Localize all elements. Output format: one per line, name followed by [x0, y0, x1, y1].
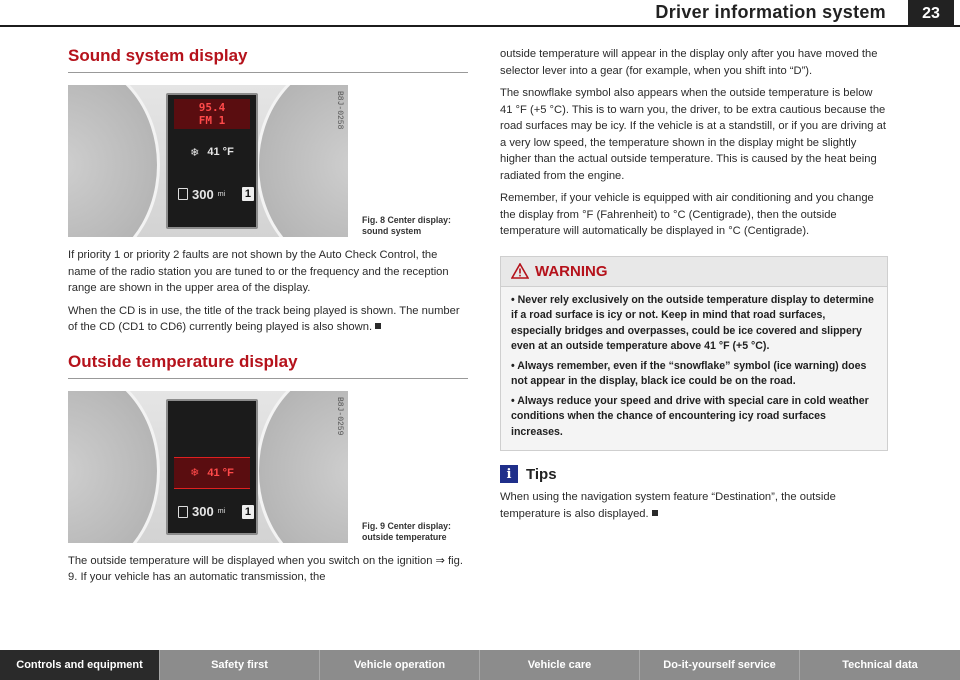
tab-safety-first[interactable]: Safety first [160, 650, 320, 680]
left-gauge [68, 391, 160, 543]
snowflake-icon: ❄ [190, 146, 200, 159]
temperature-value: 41 °F [207, 146, 234, 158]
sound-paragraph-1: If priority 1 or priority 2 faults are not shown by the Auto Check Control, the name of the radio station you are tuned to or the frequency and the reception range are shown in the upper area of the display. [68, 249, 449, 294]
info-icon: i [500, 465, 518, 483]
range-value: 300 [192, 504, 214, 519]
sound-paragraph-2 [68, 303, 468, 336]
range-readout [174, 497, 250, 527]
temperature-value: 41 °F [207, 466, 234, 479]
right-column [500, 46, 888, 528]
chapter-nav [0, 650, 960, 680]
gear-indicator: 1 [242, 187, 254, 201]
tips-text: When using the navigation system feature “Destination”, the outside temperature is also displayed. [500, 491, 836, 520]
tab-controls-and-equipment[interactable]: Controls and equipment [0, 650, 160, 680]
page-header-title: Driver information system [655, 2, 886, 22]
right-paragraph-3: Remember, if your vehicle is equipped with air conditioning and you change the display from °F (Fahrenheit) to °C (Centigrade), then the outside temperature will automatically be displayed in °C (Centigrade). [500, 192, 874, 237]
fuel-pump-icon [178, 188, 188, 200]
snowflake-icon: ❄ [190, 467, 200, 479]
figure-9-caption [362, 521, 468, 543]
warning-box [500, 256, 888, 452]
warning-item: • Always reduce your speed and drive with special care in cold weather conditions when the chance of encountering icy road surfaces increases. [511, 394, 869, 438]
range-readout [174, 179, 250, 209]
end-of-section-icon [652, 510, 658, 516]
outside-paragraph: The outside temperature will be displayed when you switch on the ignition ⇒ fig. 9. If your vehicle has an automatic transmission, the [68, 554, 463, 583]
warning-item: • Always remember, even if the “snowflake” symbol (ice warning) does not appear in the display, black ice could be on the road. [511, 359, 867, 387]
right-paragraph-2: The snowflake symbol also appears when the outside temperature is below 41 °F (+5 °C). This is to warn you, the driver, to be extra cautious because the road surfaces may be icy. If the vehicle is at a standstill, or if you are driving at a very low speed, the temperature shown in the display might be slightly higher than the actual outside temperature. This is caused by the heat being radiated from the engine. [500, 87, 886, 182]
figure-9-label: Fig. 9 [362, 520, 385, 531]
right-paragraph-1: outside temperature will appear in the display only after you have moved the selector lever into a gear (for example, when you shift into “D”). [500, 48, 878, 77]
tab-do-it-yourself-service[interactable]: Do-it-yourself service [640, 650, 800, 680]
figure-9 [68, 391, 468, 543]
tips-paragraph [500, 489, 888, 522]
warning-label: WARNING [535, 262, 608, 280]
radio-readout [174, 99, 250, 129]
center-display [166, 399, 258, 535]
figure-code: B8J-0258 [335, 91, 344, 130]
figure-8-caption-text: Center display: sound system [362, 215, 451, 236]
radio-frequency: 95.4 [198, 101, 226, 114]
outside-temp-illustration [68, 391, 348, 543]
warning-triangle-icon [511, 263, 529, 279]
figure-code: B8J-0259 [335, 396, 344, 435]
range-unit: mi [217, 508, 226, 515]
tips-header [500, 465, 888, 483]
temperature-alert-readout [174, 457, 250, 489]
left-column [68, 46, 468, 592]
end-of-section-icon [375, 323, 381, 329]
figure-8-caption [362, 215, 468, 237]
figure-8-label: Fig. 8 [362, 215, 385, 225]
range-value: 300 [192, 186, 214, 202]
warning-body [501, 287, 887, 451]
sound-section-title: Sound system display [68, 46, 468, 73]
sound-paragraph-2-text: When the CD is in use, the title of the track being played is shown. The number of the CD (CD1 to CD6) currently being played is also shown. [68, 304, 460, 333]
tab-vehicle-operation[interactable]: Vehicle operation [320, 650, 480, 680]
warning-item: • Never rely exclusively on the outside temperature display to determine if a road surface is icy or not. Keep in mind that road surfaces, especially bridges and overpasses, could be ice covered and slippery even at an outside temperature above 41 °F (+5 °C). [511, 293, 874, 352]
tab-vehicle-care[interactable]: Vehicle care [480, 650, 640, 680]
range-unit: mi [217, 190, 226, 198]
sound-display-illustration [68, 85, 348, 237]
gear-indicator: 1 [242, 505, 254, 519]
figure-8 [68, 85, 468, 237]
page-number: 23 [908, 0, 954, 27]
tab-technical-data[interactable]: Technical data [800, 650, 960, 680]
temperature-readout [174, 137, 250, 167]
tips-label: Tips [526, 465, 557, 483]
left-gauge [68, 85, 160, 237]
outside-section-title: Outside temperature display [68, 352, 468, 379]
center-display [166, 93, 258, 229]
header-rule [0, 25, 960, 27]
warning-header [501, 257, 887, 287]
figure-9-caption-text: Center display: outside temperature [362, 520, 451, 542]
fuel-pump-icon [178, 506, 188, 518]
radio-band: FM 1 [198, 114, 226, 127]
